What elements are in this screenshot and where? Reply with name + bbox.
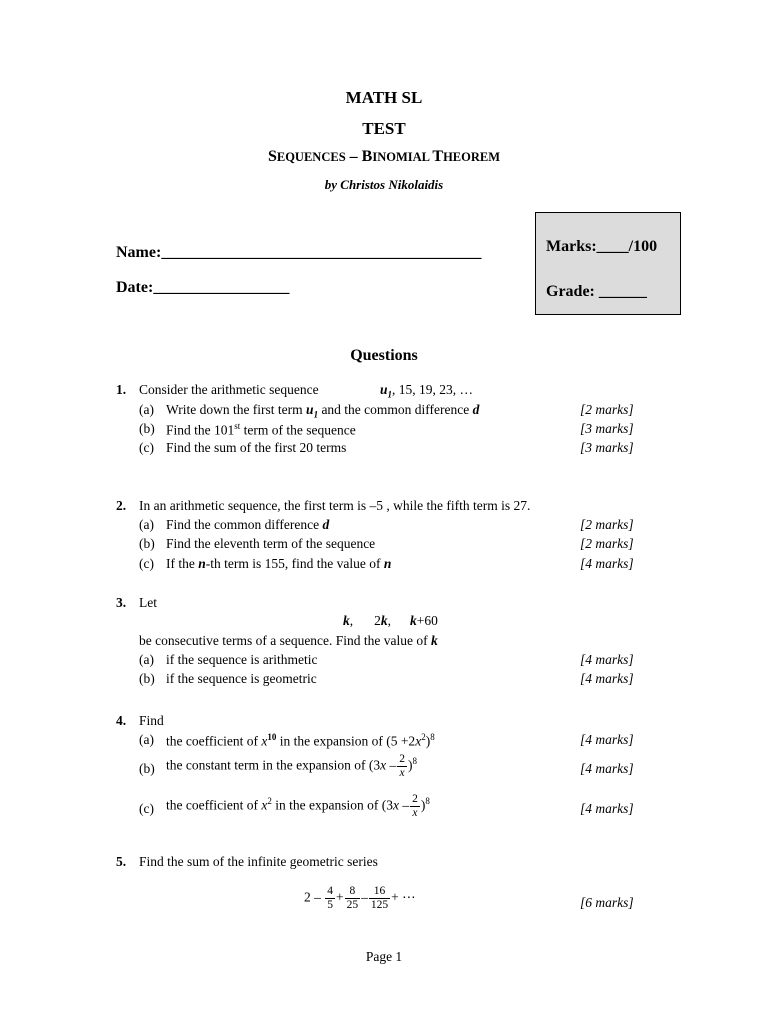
q4b-fraction-den: x bbox=[399, 767, 405, 779]
q3b-text: if the sequence is geometric bbox=[166, 671, 317, 686]
q4b-minus: – bbox=[386, 757, 397, 773]
q1-number: 1. bbox=[116, 382, 127, 397]
q5-f3-den: 125 bbox=[370, 899, 389, 911]
q4b-sup: 8 bbox=[412, 756, 417, 767]
grade-label: Grade: bbox=[546, 283, 595, 300]
date-label: Date: bbox=[116, 279, 154, 296]
q4b-x: x bbox=[380, 757, 387, 773]
q5-two: 2 – bbox=[304, 889, 321, 905]
q1b-marks: [3 marks] bbox=[580, 421, 634, 436]
q4a-marks: [4 marks] bbox=[580, 732, 634, 747]
q2c-text bbox=[166, 556, 391, 572]
q3-line2-text: be consecutive terms of a sequence. Find the value of bbox=[139, 633, 432, 648]
name-blank[interactable]: ________________________________________ bbox=[161, 244, 482, 261]
q2b-text: Find the eleventh term of the sequence bbox=[166, 536, 376, 551]
q4-intro: Find bbox=[139, 713, 164, 728]
q4a-sup: 10 bbox=[267, 732, 277, 742]
grade-line[interactable] bbox=[546, 283, 647, 301]
q5-series bbox=[304, 885, 416, 912]
q4b-marks: [4 marks] bbox=[580, 761, 634, 776]
q2-intro: In an arithmetic sequence, the first term is –5 , while the fifth term is 27. bbox=[139, 498, 531, 513]
q2c-t2: -th term is 155, find the value of bbox=[205, 556, 384, 571]
q5-op2: – bbox=[361, 889, 368, 905]
title-test: TEST bbox=[362, 119, 406, 138]
q4c-minus: – bbox=[398, 797, 410, 813]
q2c-label: (c) bbox=[139, 556, 154, 571]
q1a-t2: and the common difference bbox=[318, 402, 473, 417]
q2a-d: d bbox=[322, 517, 330, 532]
q3a-text: if the sequence is arithmetic bbox=[166, 652, 318, 667]
q3-comma1: , bbox=[349, 613, 354, 628]
q1b-t1: Find the 101 bbox=[166, 422, 235, 438]
q5-fraction-1 bbox=[325, 885, 335, 912]
q1-u: u bbox=[380, 382, 388, 397]
q3a-marks: [4 marks] bbox=[580, 652, 634, 667]
q4c-label: (c) bbox=[139, 801, 154, 816]
author: by Christos Nikolaidis bbox=[324, 177, 444, 192]
q1c-marks: [3 marks] bbox=[580, 440, 634, 455]
q4a-sup3: 8 bbox=[430, 732, 435, 742]
q5-f2-num: 8 bbox=[345, 885, 361, 899]
q4a-t2: in the expansion of (5 +2 bbox=[276, 733, 416, 749]
q1a-sub: 1 bbox=[313, 409, 319, 420]
q4c-marks: [4 marks] bbox=[580, 801, 634, 816]
q4b-text bbox=[166, 753, 417, 780]
q4b-fraction-num: 2 bbox=[399, 753, 405, 765]
q1c-text: Find the sum of the first 20 terms bbox=[166, 440, 347, 455]
q2a-text bbox=[166, 517, 329, 533]
q5-number: 5. bbox=[116, 854, 127, 869]
marks-blank[interactable]: ____ bbox=[596, 238, 629, 255]
subtitle-part: – bbox=[345, 148, 362, 165]
q3b-marks: [4 marks] bbox=[580, 671, 634, 686]
q4a-t1: the coefficient of bbox=[166, 733, 262, 749]
q2b-label: (b) bbox=[139, 536, 155, 551]
q2c-t1: If the bbox=[166, 556, 199, 571]
q3-terms bbox=[343, 613, 438, 629]
q4c-t1: the coefficient of bbox=[166, 797, 262, 813]
q3b-label: (b) bbox=[139, 671, 155, 686]
q4a-x: x bbox=[261, 733, 268, 749]
q1c-label: (c) bbox=[139, 440, 154, 455]
q4b-label: (b) bbox=[139, 761, 155, 776]
q3-line2-k: k bbox=[431, 633, 438, 648]
q2c-n2: n bbox=[383, 556, 392, 571]
marks-total: /100 bbox=[628, 238, 658, 255]
q2c-n: n bbox=[198, 556, 206, 571]
q2c-marks: [4 marks] bbox=[580, 556, 634, 571]
q4c-fraction bbox=[410, 793, 420, 820]
title-course: MATH SL bbox=[345, 88, 423, 107]
q3a-label: (a) bbox=[139, 652, 154, 667]
q1a-t1: Write down the first term bbox=[166, 402, 307, 417]
date-field[interactable] bbox=[116, 279, 289, 297]
q1-u-sub: 1 bbox=[387, 389, 393, 400]
page-number: Page 1 bbox=[365, 949, 403, 964]
q1b-label: (b) bbox=[139, 421, 155, 436]
q3-intro: Let bbox=[139, 595, 157, 610]
q1a-u: u bbox=[306, 402, 314, 417]
q3-comma2: , bbox=[387, 613, 391, 628]
q4a-t3: ) bbox=[425, 733, 431, 749]
q4a-label: (a) bbox=[139, 732, 154, 747]
q1-seq-rest: , 15, 19, 23, … bbox=[392, 382, 474, 397]
subtitle-part: HEOREM bbox=[443, 150, 501, 164]
q3-number: 3. bbox=[116, 595, 127, 610]
subtitle-part: B bbox=[361, 148, 373, 165]
q3-plus60: +60 bbox=[416, 613, 438, 628]
name-field[interactable] bbox=[116, 244, 481, 262]
subtitle-part: INOMIAL bbox=[372, 150, 433, 164]
q5-f3-num: 16 bbox=[369, 885, 390, 899]
q4c-fraction-den: x bbox=[412, 807, 418, 819]
q5-f2-den: 25 bbox=[346, 899, 359, 911]
q3-k2: k bbox=[380, 613, 388, 628]
q3-k1: k bbox=[343, 613, 350, 628]
marks-line[interactable] bbox=[546, 238, 657, 256]
q4c-x2: x bbox=[392, 797, 399, 813]
q2a-marks: [2 marks] bbox=[580, 517, 634, 532]
subtitle bbox=[0, 148, 768, 166]
q3-two: 2 bbox=[374, 613, 381, 628]
q5-f1-den: 5 bbox=[327, 899, 333, 911]
subtitle-part: EQUENCES bbox=[276, 150, 346, 164]
q1-sequence bbox=[380, 382, 473, 400]
marks-label: Marks: bbox=[546, 238, 597, 255]
q4a-sup2: 2 bbox=[421, 732, 426, 742]
q4c-fraction-num: 2 bbox=[412, 793, 418, 805]
q1a-text bbox=[166, 402, 479, 420]
date-blank[interactable]: _________________ bbox=[153, 279, 290, 296]
q1a-d: d bbox=[472, 402, 480, 417]
q5-intro: Find the sum of the infinite geometric series bbox=[139, 854, 378, 869]
name-label: Name: bbox=[116, 244, 162, 261]
q4c-text bbox=[166, 793, 430, 820]
q5-f1-num: 4 bbox=[327, 885, 333, 897]
q4b-t1: the constant term in the expansion of (3 bbox=[166, 757, 381, 773]
q4b-t2: ) bbox=[407, 757, 413, 773]
q3-k3: k bbox=[410, 613, 417, 628]
q5-fraction-3 bbox=[369, 885, 390, 912]
q3-line2 bbox=[139, 633, 438, 649]
q5-marks: [6 marks] bbox=[580, 895, 634, 910]
section-title: Questions bbox=[350, 347, 418, 364]
subtitle-part: T bbox=[432, 148, 444, 165]
q2b-marks: [2 marks] bbox=[580, 536, 634, 551]
q2a-label: (a) bbox=[139, 517, 154, 532]
q1b-t2: term of the sequence bbox=[240, 422, 356, 438]
q1-intro: Consider the arithmetic sequence bbox=[139, 382, 319, 397]
q4c-sup2: 8 bbox=[425, 796, 430, 807]
q2-number: 2. bbox=[116, 498, 127, 513]
q4c-t2: in the expansion of (3 bbox=[271, 797, 393, 813]
grade-blank[interactable]: ______ bbox=[598, 283, 647, 300]
q2a-t1: Find the common difference bbox=[166, 517, 323, 532]
marks-box bbox=[535, 212, 681, 315]
q4c-t3: ) bbox=[420, 797, 426, 813]
q1b-text bbox=[166, 421, 356, 439]
q1b-sup: st bbox=[234, 421, 241, 431]
q5-fraction-2 bbox=[345, 885, 361, 912]
q4-number: 4. bbox=[116, 713, 127, 728]
q4a-x2: x bbox=[415, 733, 422, 749]
q4c-sup: 2 bbox=[267, 796, 272, 807]
q4a-text bbox=[166, 732, 435, 750]
q1a-marks: [2 marks] bbox=[580, 402, 634, 417]
q4b-fraction bbox=[397, 753, 407, 780]
subtitle-part: S bbox=[267, 148, 277, 165]
q4c-x: x bbox=[261, 797, 268, 813]
q1a-label: (a) bbox=[139, 402, 154, 417]
q5-tail: + ⋯ bbox=[391, 889, 416, 905]
q5-op1: + bbox=[336, 889, 344, 905]
